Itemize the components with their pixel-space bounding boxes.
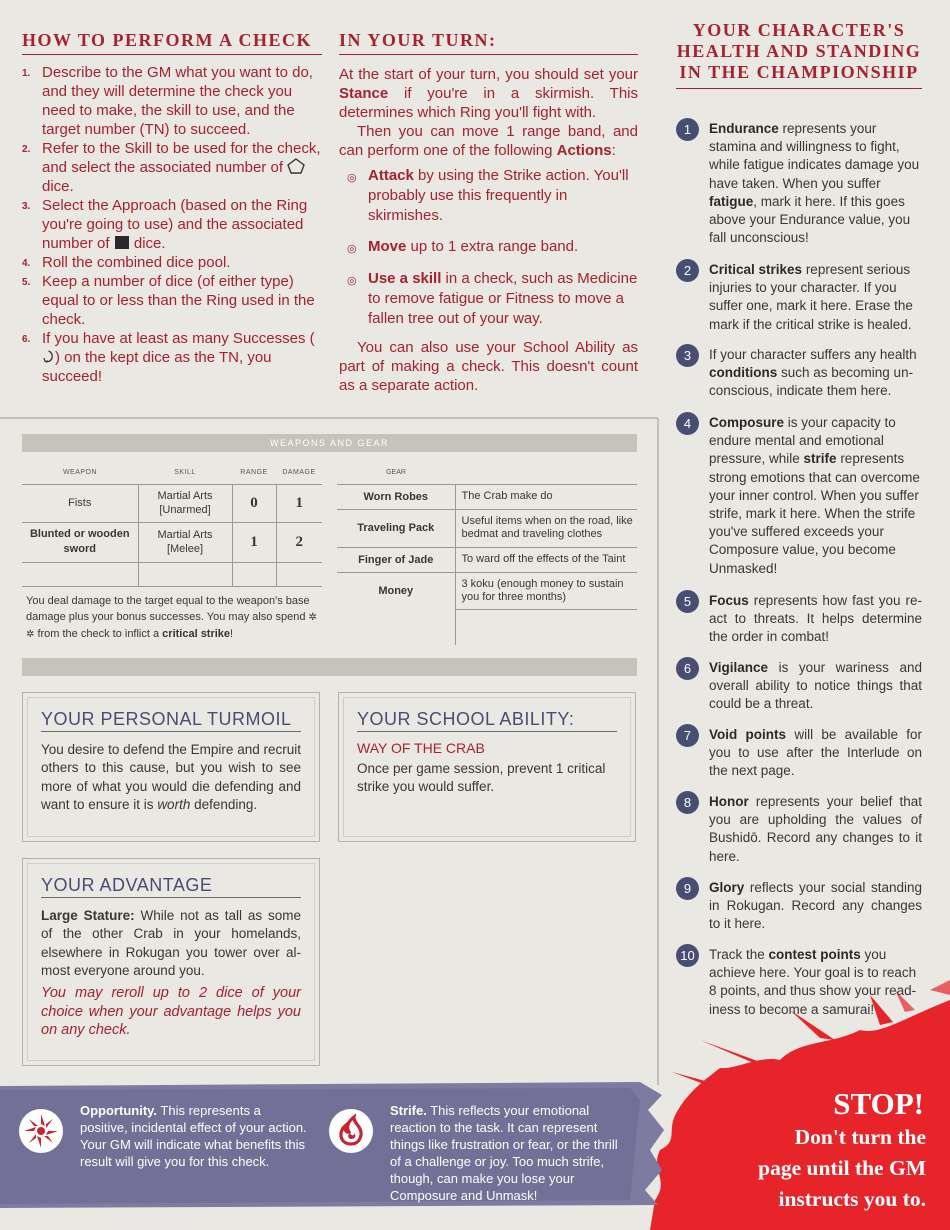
item-number-badge: 8 (676, 791, 699, 814)
turmoil-box (22, 692, 320, 842)
weapon-damage: 2 (276, 522, 322, 562)
ring-die-icon (114, 235, 130, 250)
skill-col-header: SKILL (174, 469, 196, 477)
check-step: 4. Roll the combined dice pool. (22, 254, 231, 271)
table-row (337, 484, 637, 509)
character-item (676, 592, 922, 647)
gear-col-header: GEAR (386, 469, 406, 477)
advantage-reroll: You may reroll up to 2 dice of your choice when your advantage helps you on any check. (41, 985, 301, 1039)
item-number-badge: 4 (676, 412, 699, 435)
character-item (676, 726, 922, 781)
turn-actions-intro: Then you can move 1 range band, and can perform one of the following Actions: (339, 123, 638, 159)
weapons-table (22, 462, 322, 587)
character-item (676, 946, 922, 1019)
advantage-text: Large Stature: While not as tall as some of the other Crab in your homelands, elsewhere in Rokugan you tower over almost everyone around you. (41, 908, 301, 978)
gear-name: Worn Robes (337, 484, 455, 509)
check-step: 2. Refer to the Skill to be used for the check, and select the associated number of dice. (22, 140, 321, 195)
advantage-heading: YOUR ADVANTAGE (41, 875, 301, 898)
item-number-badge: 6 (676, 657, 699, 680)
item-number-badge: 2 (676, 259, 699, 282)
check-step: 5. Keep a number of dice (of either type) equal to or less than the Ring used in the check. (22, 273, 315, 328)
turn-intro: At the start of your turn, you should set your Stance if you're in a skirmish. This determines which Ring you'll fight with. (339, 66, 638, 121)
item-description: Void points will be available for you to use after the Interlude on the next page. (709, 727, 922, 779)
gear-name: Traveling Pack (337, 509, 455, 547)
stop-message: Don't turn the page until the GM instructs you to. (758, 1125, 926, 1211)
check-steps (22, 63, 322, 386)
turn-heading: IN YOUR TURN: (339, 30, 638, 55)
character-item (676, 346, 922, 401)
item-number-badge: 9 (676, 877, 699, 900)
item-description: Focus represents how fast you react to threats. It helps determine the order in combat! (709, 593, 922, 645)
skill-die-icon (287, 158, 305, 174)
action-item: ◎ Move up to 1 extra range band. (339, 237, 638, 257)
bullet-icon: ◎ (347, 243, 357, 255)
character-item (676, 261, 922, 334)
item-description: Endurance represents your stamina and willingness to fight, while fatigue indicates damage you have taken. When you suffer fatigue, mark it here. If this goes above your Endurance value, you fall unconscious! (709, 121, 920, 246)
gear-table (337, 462, 637, 645)
item-number-badge: 3 (676, 344, 699, 367)
item-number-badge: 10 (676, 944, 699, 967)
weapon-range: 1 (232, 522, 276, 562)
character-item (676, 414, 922, 578)
opportunity-text: Opportunity. This represents a positive, incidental effect of your action. Your GM will indicate what benefits this result will give you for this check. (80, 1103, 307, 1169)
stop-title: STOP! (833, 1086, 924, 1121)
item-description: Glory reflects your social standing in Rokugan. Record any changes to it here. (709, 880, 922, 932)
school-heading: YOUR SCHOOL ABILITY: (357, 709, 617, 732)
item-description: Composure is your capacity to endure mental and emotional pressure, while strife represents strong emotions that can overcome your inner control. When you suffer strife, mark it here. When the strife you've suffered exceeds your Composure value, you become Unmasked! (709, 415, 920, 576)
check-heading: HOW TO PERFORM A CHECK (22, 30, 322, 55)
table-row (22, 484, 322, 522)
item-description: Track the contest points you achieve here. Your goal is to reach 8 points, and thus show your readiness to become a samurai! (709, 947, 917, 1017)
gear-desc: 3 koku (enough money to sustain you for three months) (455, 572, 637, 609)
item-description: Vigilance is your wariness and overall ability to notice things that could be a threat. (709, 660, 922, 712)
weapon-name: Fists (22, 484, 138, 522)
weapon-skill: Martial Arts [Unarmed] (138, 484, 232, 522)
turn-actions (339, 166, 638, 329)
weapon-col-header: WEAPON (62, 469, 98, 477)
gear-desc: The Crab make do (455, 484, 637, 509)
school-box (338, 692, 636, 842)
character-item (676, 120, 922, 247)
table-row (337, 609, 637, 645)
strife-icon (328, 1108, 374, 1154)
weapon-skill: Martial Arts [Melee] (138, 522, 232, 562)
check-step: 3. Select the Approach (based on the Ring you're going to use) and the associated number of dice. (22, 197, 308, 252)
item-number-badge: 5 (676, 590, 699, 613)
character-header (676, 20, 922, 89)
range-col-header: RANGE (240, 469, 268, 477)
item-number-badge: 1 (676, 118, 699, 141)
item-description: Critical strikes represent serious injuries to your character. If you suffer one, mark it here. Erase the mark if the critical strike is healed. (709, 262, 913, 332)
weapons-band: WEAPONS AND GEAR (22, 434, 637, 452)
table-row (337, 547, 637, 572)
check-step: 6. If you have at least as many Successes () on the kept dice as the TN, you succeed! (22, 330, 315, 385)
action-item: ◎ Attack by using the Strike action. You'll probably use this frequently in skirmishes. (347, 167, 629, 224)
school-subheading: WAY OF THE CRAB (357, 740, 485, 756)
strife-text: Strife. This reflects your emotional reaction to the task. It can represent things like frustration or fear, or the thrill of a challenge or joy. Too much strife, though, can make you lose your Composure and Unmask! (390, 1103, 618, 1203)
gear-desc: To ward off the effects of the Taint (455, 547, 637, 572)
table-row (22, 562, 322, 586)
table-row (337, 509, 637, 547)
bullet-icon: ◎ (347, 275, 357, 287)
table-row (22, 522, 322, 562)
table-row (337, 572, 637, 609)
item-number-badge: 7 (676, 724, 699, 747)
item-description: If your character suffers any health conditions such as becoming unconscious, indicate them here. (709, 347, 917, 399)
character-item (676, 659, 922, 714)
turn-school-note: You can also use your School Ability as part of making a check. This doesn't count as a separate action. (339, 339, 638, 394)
character-item (676, 879, 922, 934)
damage-col-header: DAMAGE (282, 469, 316, 477)
divider-band (22, 658, 637, 676)
item-description: Honor represents your belief that you are upholding the values of Bushidō. Record any changes to it here. (709, 794, 922, 864)
check-step: 1. Describe to the GM what you want to do, and they will determine the check you need to make, the skill to use, and the target number (TN) to succeed. (22, 64, 313, 138)
turmoil-heading: YOUR PERSONAL TURMOIL (41, 709, 301, 732)
gear-name: Money (337, 572, 455, 609)
school-text: Once per game session, prevent 1 critical strike you would suffer. (357, 761, 606, 795)
character-item (676, 793, 922, 866)
check-section (22, 30, 322, 386)
damage-note: You deal damage to the target equal to the weapon's base damage plus your bonus successes. You may also spend ✲ ✲ from the check to inflict a critical strike! (26, 595, 317, 640)
gear-name: Finger of Jade (337, 547, 455, 572)
bullet-icon: ◎ (347, 172, 357, 184)
action-item: ◎ Use a skill in a check, such as Medicine to remove fatigue or Fitness to move a fallen tree out of your way. (347, 270, 638, 327)
opportunity-icon (18, 1108, 64, 1154)
character-heading: YOUR CHARACTER'S HEALTH AND STANDING IN THE CHAMPIONSHIP (676, 20, 922, 82)
weapon-range: 0 (232, 484, 276, 522)
opportunity-symbol-icon: ✲ ✲ (26, 612, 317, 640)
turmoil-text: You desire to defend the Empire and recruit others to this cause, but you wish to see more of what you would die defending and want to ensure it is worth defending. (41, 742, 301, 812)
advantage-box (22, 858, 320, 1066)
turn-section (339, 30, 638, 395)
success-icon (42, 350, 55, 363)
weapon-name: Blunted or wooden sword (22, 522, 138, 562)
gear-desc: Useful items when on the road, like bedmat and traveling clothes (455, 509, 637, 547)
weapon-damage: 1 (276, 484, 322, 522)
